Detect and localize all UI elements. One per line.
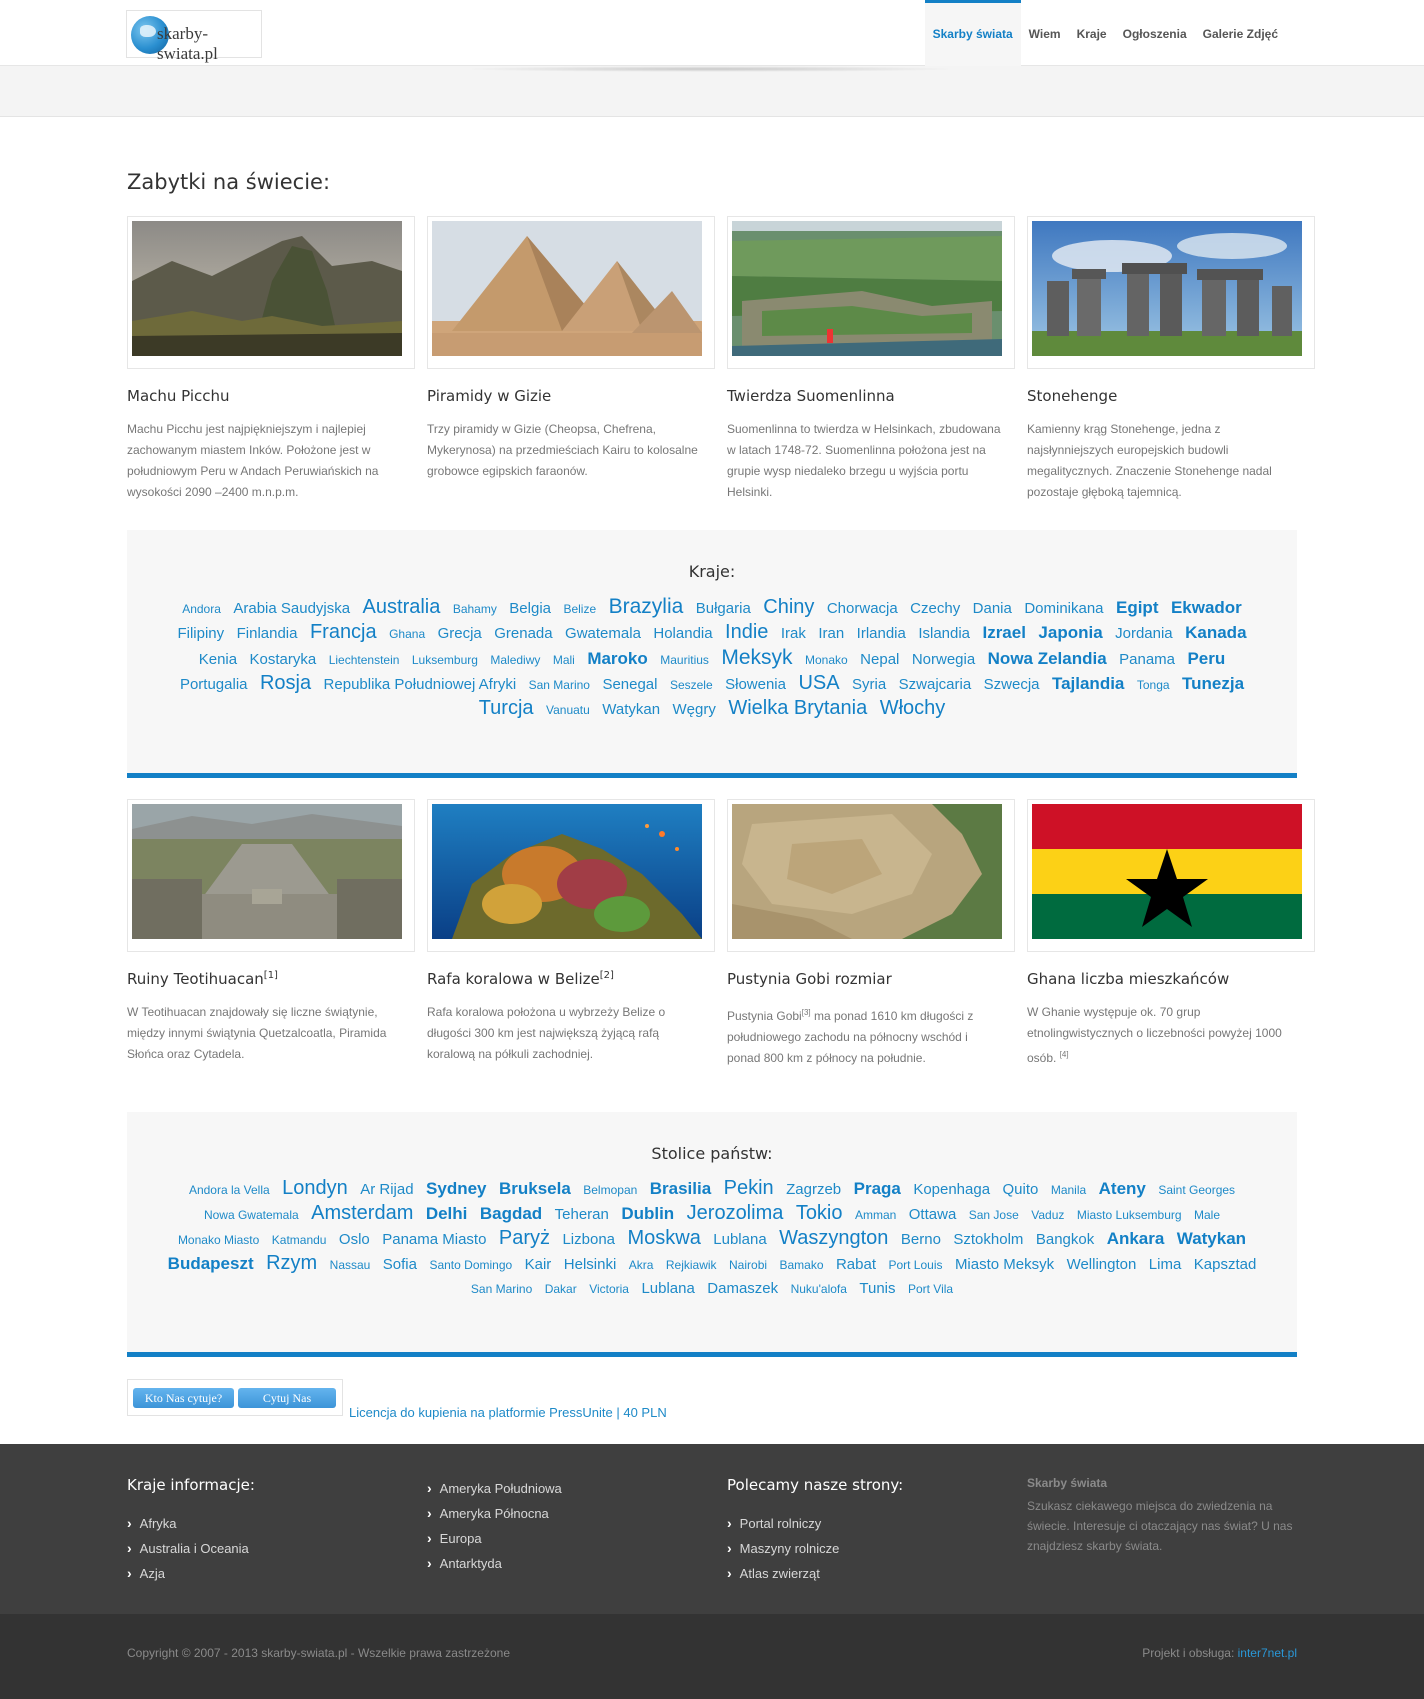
- card-title[interactable]: Pustynia Gobi rozmiar: [727, 970, 892, 988]
- tag-link[interactable]: Lublana: [641, 1280, 695, 1297]
- footnote-ref[interactable]: [4]: [1059, 1050, 1069, 1059]
- tag-link[interactable]: Belgia: [509, 600, 551, 617]
- footer-about-title: Skarby świata: [1027, 1476, 1108, 1490]
- card-text: Pustynia Gobi[3] ma ponad 1610 km długości z południowego zachodu na północny wschód i ponad 800 km z północy na południe.: [727, 1008, 974, 1065]
- tag-link[interactable]: Brazylia: [608, 595, 684, 618]
- tag-link[interactable]: Norwegia: [911, 651, 976, 668]
- tag-link[interactable]: Kair: [524, 1256, 552, 1273]
- nav-item-galerie[interactable]: Galerie Zdjęć: [1202, 27, 1278, 41]
- card-text: Suomenlinna to twierdza w Helsinkach, zbudowana w latach 1748-72. Suomenlinna położona jest na grupie wysp niedaleko brzegu u wyjścia portu Helsinki.: [727, 422, 1001, 499]
- tag-link[interactable]: Rejkiawik: [665, 1258, 717, 1272]
- tag-link[interactable]: Kapsztad: [1193, 1256, 1257, 1273]
- header-shadow: [460, 66, 960, 72]
- footnote-ref[interactable]: [3]: [801, 1008, 811, 1017]
- tag-link[interactable]: Ateny: [1098, 1179, 1146, 1198]
- tag-link[interactable]: Szwajcaria: [898, 676, 972, 693]
- card-text: Trzy piramidy w Gizie (Cheopsa, Chefrena, Mykerynosa) na przedmieściach Kairu to kolosalne grobowce egipskich faraonów.: [427, 422, 698, 478]
- tag-link[interactable]: Maroko: [587, 649, 648, 668]
- credits: Projekt i obsługa: inter7net.pl: [1142, 1646, 1297, 1660]
- tag-link[interactable]: Tunis: [859, 1280, 896, 1297]
- monument-card[interactable]: [127, 216, 417, 503]
- tag-link[interactable]: Panama: [1119, 651, 1176, 668]
- pyramids-image[interactable]: [427, 216, 715, 369]
- tag-link[interactable]: Quito: [1002, 1181, 1039, 1198]
- tag-link[interactable]: Tonga: [1136, 678, 1170, 692]
- license-link[interactable]: Licencja do kupienia na platformie PressUnite | 40 PLN: [349, 1405, 667, 1420]
- who-cites-button[interactable]: Kto Nas cytuje?: [133, 1388, 234, 1408]
- tag-link[interactable]: Węgry: [672, 701, 716, 718]
- tag-link[interactable]: Port Louis: [888, 1258, 943, 1272]
- footnote-ref[interactable]: [1]: [263, 970, 278, 981]
- tag-link[interactable]: Finlandia: [236, 625, 298, 642]
- tag-link[interactable]: Victoria: [589, 1282, 629, 1296]
- tag-link[interactable]: Tajlandia: [1051, 674, 1125, 693]
- tag-link[interactable]: Liechtenstein: [328, 653, 400, 667]
- card-title[interactable]: Ghana liczba mieszkańców: [1027, 970, 1230, 988]
- tag-link[interactable]: Jordania: [1115, 625, 1173, 642]
- card-title[interactable]: Rafa koralowa w Belize[2]: [427, 970, 614, 988]
- tag-link[interactable]: Grenada: [494, 625, 553, 642]
- tag-link[interactable]: Saint Georges: [1158, 1183, 1236, 1197]
- tag-link[interactable]: Dakar: [544, 1282, 577, 1296]
- monument-card[interactable]: [427, 216, 717, 482]
- footer-link[interactable]: › Atlas zwierząt: [727, 1565, 820, 1581]
- tag-link[interactable]: Chorwacja: [826, 600, 898, 617]
- footer-link[interactable]: › Azja: [127, 1565, 165, 1581]
- machu-picchu-image[interactable]: [127, 216, 415, 369]
- tag-link[interactable]: Ekwador: [1170, 598, 1242, 617]
- tag-link[interactable]: Bangkok: [1035, 1231, 1095, 1248]
- footer-link[interactable]: › Australia i Oceania: [127, 1540, 249, 1556]
- card-title[interactable]: Twierdza Suomenlinna: [727, 387, 895, 405]
- tag-link[interactable]: Holandia: [653, 625, 713, 642]
- tag-link[interactable]: Tunezja: [1182, 674, 1245, 693]
- footer-continents-list: [427, 1480, 562, 1580]
- tag-link[interactable]: Londyn: [282, 1177, 348, 1199]
- card-text: Machu Picchu jest najpiękniejszym i najlepiej zachowanym miastem Inków. Położone jest w południowym Peru w Andach Peruwiańskich na wysokości 2090 –2400 m.n.p.m.: [127, 422, 379, 499]
- tag-link[interactable]: Lizbona: [562, 1231, 616, 1248]
- tag-link[interactable]: Kopenhaga: [913, 1181, 991, 1198]
- tag-link[interactable]: Teheran: [554, 1206, 609, 1223]
- fact-card[interactable]: [427, 799, 717, 1065]
- tag-link[interactable]: Iran: [818, 625, 845, 642]
- card-text: Rafa koralowa położona u wybrzeży Belize o długości 300 km jest największą żyjącą rafą koralową na półkuli zachodniej.: [427, 1005, 666, 1061]
- tag-link[interactable]: Czechy: [910, 600, 961, 617]
- tag-link[interactable]: Monako Miasto: [177, 1233, 260, 1247]
- tag-link[interactable]: Irlandia: [856, 625, 906, 642]
- tag-link[interactable]: Kenia: [198, 651, 238, 668]
- tag-link[interactable]: Gwatemala: [565, 625, 641, 642]
- site-logo[interactable]: [126, 10, 262, 63]
- chevron-right-icon: ›: [427, 1555, 432, 1571]
- monument-card[interactable]: [727, 216, 1017, 503]
- tag-link[interactable]: Brasilia: [649, 1179, 712, 1198]
- tag-link[interactable]: Oslo: [338, 1231, 370, 1248]
- card-title[interactable]: Machu Picchu: [127, 387, 230, 405]
- tag-link[interactable]: Sztokholm: [953, 1231, 1024, 1248]
- tag-link[interactable]: Lima: [1148, 1256, 1182, 1273]
- tag-link[interactable]: Zagrzeb: [786, 1181, 842, 1198]
- chevron-right-icon: ›: [727, 1540, 732, 1556]
- tag-link[interactable]: Bruksela: [498, 1179, 571, 1198]
- cite-us-button[interactable]: Cytuj Nas: [238, 1388, 336, 1408]
- main-nav: [925, 0, 1286, 65]
- tag-link[interactable]: Nowa Zelandia: [987, 649, 1107, 668]
- credits-link[interactable]: inter7net.pl: [1237, 1646, 1297, 1660]
- tag-link[interactable]: Dania: [972, 600, 1012, 617]
- chevron-right-icon: ›: [427, 1530, 432, 1546]
- chevron-right-icon: ›: [427, 1480, 432, 1496]
- tag-link[interactable]: Bamako: [779, 1258, 824, 1272]
- capitals-cloud-box: [127, 1112, 1297, 1357]
- tag-link[interactable]: Bahamy: [452, 602, 497, 616]
- footer-link[interactable]: › Portal rolniczy: [727, 1515, 822, 1531]
- tag-link[interactable]: Ar Rijad: [360, 1181, 414, 1198]
- tag-link[interactable]: Nepal: [860, 651, 900, 668]
- tag-link[interactable]: Port Vila: [907, 1282, 954, 1296]
- tag-link[interactable]: Monako: [805, 653, 848, 667]
- tag-link[interactable]: Watykan: [1176, 1229, 1247, 1248]
- tag-link[interactable]: Meksyk: [721, 646, 793, 669]
- site-header: [0, 0, 1424, 66]
- tag-link[interactable]: Seszele: [669, 678, 713, 692]
- tag-link[interactable]: Miasto Luksemburg: [1076, 1208, 1182, 1222]
- nav-item-ogloszenia[interactable]: Ogłoszenia: [1122, 27, 1187, 41]
- logo-text: skarby-swiata.pl: [157, 24, 218, 63]
- tag-link[interactable]: Delhi: [425, 1204, 468, 1223]
- card-text: W Ghanie występuje ok. 70 grup etnolingwistycznych o liczebności powyżej 1000 osób. [4]: [1027, 1005, 1282, 1065]
- tag-link[interactable]: Pekin: [723, 1177, 774, 1199]
- tag-link[interactable]: Vaduz: [1031, 1208, 1065, 1222]
- fact-card[interactable]: [127, 799, 417, 1065]
- tag-link[interactable]: Sofia: [382, 1256, 417, 1273]
- tag-link[interactable]: Japonia: [1038, 623, 1103, 642]
- tag-link[interactable]: Grecja: [437, 625, 482, 642]
- tag-link[interactable]: Nairobi: [729, 1258, 768, 1272]
- tag-link[interactable]: Kanada: [1185, 623, 1247, 642]
- tag-link[interactable]: Paryż: [498, 1227, 551, 1249]
- tag-link[interactable]: Izrael: [982, 623, 1026, 642]
- stonehenge-image[interactable]: [1027, 216, 1315, 369]
- tag-link[interactable]: Nuku'alofa: [790, 1282, 847, 1296]
- tag-link[interactable]: Manila: [1050, 1183, 1087, 1197]
- chevron-right-icon: ›: [427, 1505, 432, 1521]
- card-title[interactable]: Stonehenge: [1027, 387, 1118, 405]
- tag-link[interactable]: Vanuatu: [545, 703, 590, 717]
- tag-link[interactable]: Mali: [552, 653, 575, 667]
- copyright-text: Copyright © 2007 - 2013 skarby-swiata.pl - Wszelkie prawa zastrzeżone: [127, 1646, 511, 1660]
- footer-link[interactable]: › Ameryka Północna: [427, 1505, 549, 1521]
- tag-link[interactable]: Sydney: [426, 1179, 487, 1198]
- tag-link[interactable]: Belmopan: [583, 1183, 638, 1197]
- tag-link[interactable]: Syria: [852, 676, 887, 693]
- tag-link[interactable]: Nowa Gwatemala: [203, 1208, 299, 1222]
- chevron-right-icon: ›: [127, 1515, 132, 1531]
- tag-link[interactable]: Mauritius: [660, 653, 709, 667]
- monument-card[interactable]: [1027, 216, 1317, 503]
- fact-card[interactable]: [1027, 799, 1317, 1069]
- capitals-title: Stolice państw:: [651, 1144, 773, 1163]
- tag-link[interactable]: San Jose: [968, 1208, 1019, 1222]
- tag-link[interactable]: Islandia: [918, 625, 971, 642]
- tag-link[interactable]: Dominikana: [1024, 600, 1104, 617]
- card-text: Kamienny krąg Stonehenge, jedna z najsłynniejszych europejskich budowli megalitycznych. Znaczenie Stonehenge nadal pozostaje głęboką tajemnicą.: [1027, 422, 1272, 499]
- suomenlinna-image[interactable]: [727, 216, 1015, 369]
- tag-link[interactable]: Damaszek: [707, 1280, 779, 1297]
- tag-link[interactable]: Panama Miasto: [382, 1231, 487, 1248]
- tag-link[interactable]: Rzym: [266, 1252, 318, 1274]
- chevron-right-icon: ›: [127, 1565, 132, 1581]
- tag-link[interactable]: Miasto Meksyk: [954, 1256, 1055, 1273]
- card-title[interactable]: Piramidy w Gizie: [427, 387, 552, 405]
- tag-link[interactable]: Irak: [780, 625, 806, 642]
- tag-link[interactable]: Peru: [1187, 649, 1226, 668]
- tag-link[interactable]: Szwecja: [983, 676, 1040, 693]
- chevron-right-icon: ›: [127, 1540, 132, 1556]
- chevron-right-icon: ›: [727, 1515, 732, 1531]
- tag-link[interactable]: San Marino: [470, 1282, 533, 1296]
- card-title[interactable]: Ruiny Teotihuacan[1]: [127, 970, 278, 988]
- tag-link[interactable]: Rabat: [835, 1256, 876, 1273]
- tag-link[interactable]: Lublana: [713, 1231, 767, 1248]
- tag-link[interactable]: Portugalia: [179, 676, 248, 693]
- cite-widget: [127, 1379, 343, 1416]
- footer-link[interactable]: › Ameryka Południowa: [427, 1480, 562, 1496]
- tag-link[interactable]: Egipt: [1115, 598, 1159, 617]
- tag-link[interactable]: Andora la Vella: [188, 1183, 270, 1197]
- nav-item-kraje[interactable]: Kraje: [1076, 27, 1107, 41]
- tag-link[interactable]: Ankara: [1106, 1229, 1165, 1248]
- tag-link[interactable]: Malediwy: [490, 653, 541, 667]
- tag-link[interactable]: Rosja: [259, 672, 312, 694]
- tag-link[interactable]: San Marino: [528, 678, 590, 692]
- tag-link[interactable]: USA: [798, 672, 840, 694]
- footer-link[interactable]: › Europa: [427, 1530, 482, 1546]
- tag-link[interactable]: Budapeszt: [167, 1254, 254, 1273]
- sub-header-bar: [0, 66, 1424, 117]
- tag-link[interactable]: Tokio: [795, 1202, 843, 1224]
- nav-item-wiem[interactable]: Wiem: [1028, 27, 1061, 41]
- tag-link[interactable]: Nassau: [329, 1258, 371, 1272]
- belize-reef-image[interactable]: [427, 799, 715, 952]
- tag-link[interactable]: Republika Południowej Afryki: [323, 676, 517, 693]
- tag-link[interactable]: Słowenia: [725, 676, 786, 693]
- tag-link[interactable]: Ottawa: [908, 1206, 957, 1223]
- footer-link[interactable]: › Antarktyda: [427, 1555, 502, 1571]
- tag-link[interactable]: Waszyngton: [779, 1227, 889, 1249]
- tag-link[interactable]: Luksemburg: [411, 653, 478, 667]
- tag-link[interactable]: Australia: [362, 596, 441, 618]
- tag-link[interactable]: Chiny: [763, 596, 815, 618]
- tag-link[interactable]: Bagdad: [479, 1204, 543, 1223]
- monuments-title: Zabytki na świecie:: [127, 170, 331, 194]
- footer-recommended-list: [727, 1515, 839, 1590]
- tag-link[interactable]: Wielka Brytania: [728, 697, 868, 719]
- tag-link[interactable]: Dublin: [621, 1204, 675, 1223]
- footer-recommended-title: Polecamy nasze strony:: [727, 1476, 904, 1494]
- tag-link[interactable]: Turcja: [478, 697, 534, 719]
- chevron-right-icon: ›: [727, 1565, 732, 1581]
- countries-tag-cloud: [157, 595, 1267, 722]
- tag-link[interactable]: Jerozolima: [686, 1202, 784, 1224]
- teotihuacan-image[interactable]: [127, 799, 415, 952]
- ghana-flag-image[interactable]: [1027, 799, 1315, 952]
- tag-link[interactable]: Belize: [563, 602, 597, 616]
- tag-link[interactable]: Santo Domingo: [429, 1258, 513, 1272]
- tag-link[interactable]: Male: [1194, 1208, 1221, 1222]
- tag-link[interactable]: Włochy: [879, 697, 946, 719]
- card-text: W Teotihuacan znajdowały się liczne świątynie, między innymi świątynia Quetzalcoatla, Piramida Słońca oraz Cytadela.: [127, 1005, 387, 1061]
- tag-link[interactable]: Wellington: [1066, 1256, 1137, 1273]
- fact-card[interactable]: [727, 799, 1017, 1069]
- tag-link[interactable]: Praga: [853, 1179, 901, 1198]
- tag-link[interactable]: Moskwa: [627, 1227, 701, 1249]
- tag-link[interactable]: Francja: [309, 621, 377, 643]
- footnote-ref[interactable]: [2]: [599, 970, 614, 981]
- nav-item-skarby-swiata[interactable]: Skarby świata: [925, 0, 1021, 68]
- footer-link[interactable]: › Afryka: [127, 1515, 177, 1531]
- tag-link[interactable]: Katmandu: [271, 1233, 327, 1247]
- tag-link[interactable]: Akra: [628, 1258, 654, 1272]
- footer-about-text: Szukasz ciekawego miejsca do zwiedzenia na świecie. Interesuje ci otaczający nas świat? U nas znajdziesz skarby świata.: [1027, 1499, 1293, 1553]
- tag-link[interactable]: Senegal: [602, 676, 658, 693]
- tag-link[interactable]: Andora: [182, 602, 221, 616]
- tag-link[interactable]: Arabia Saudyjska: [233, 600, 351, 617]
- tag-link[interactable]: Ghana: [389, 627, 426, 641]
- tag-link[interactable]: Indie: [725, 621, 769, 643]
- tag-link[interactable]: Bułgaria: [695, 600, 751, 617]
- countries-title: Kraje:: [688, 562, 736, 581]
- tag-link[interactable]: Filipiny: [177, 625, 225, 642]
- footer-countries-title: Kraje informacje:: [127, 1476, 255, 1494]
- tag-link[interactable]: Kostaryka: [249, 651, 317, 668]
- gobi-satellite-image[interactable]: [727, 799, 1015, 952]
- capitals-tag-cloud: [157, 1177, 1267, 1301]
- footer-link[interactable]: › Maszyny rolnicze: [727, 1540, 840, 1556]
- footer-countries-list: [127, 1515, 249, 1590]
- tag-link[interactable]: Watykan: [602, 701, 661, 718]
- tag-link[interactable]: Amsterdam: [311, 1202, 414, 1224]
- tag-link[interactable]: Amman: [854, 1208, 897, 1222]
- countries-cloud-box: [127, 530, 1297, 778]
- tag-link[interactable]: Berno: [900, 1231, 941, 1248]
- tag-link[interactable]: Helsinki: [563, 1256, 617, 1273]
